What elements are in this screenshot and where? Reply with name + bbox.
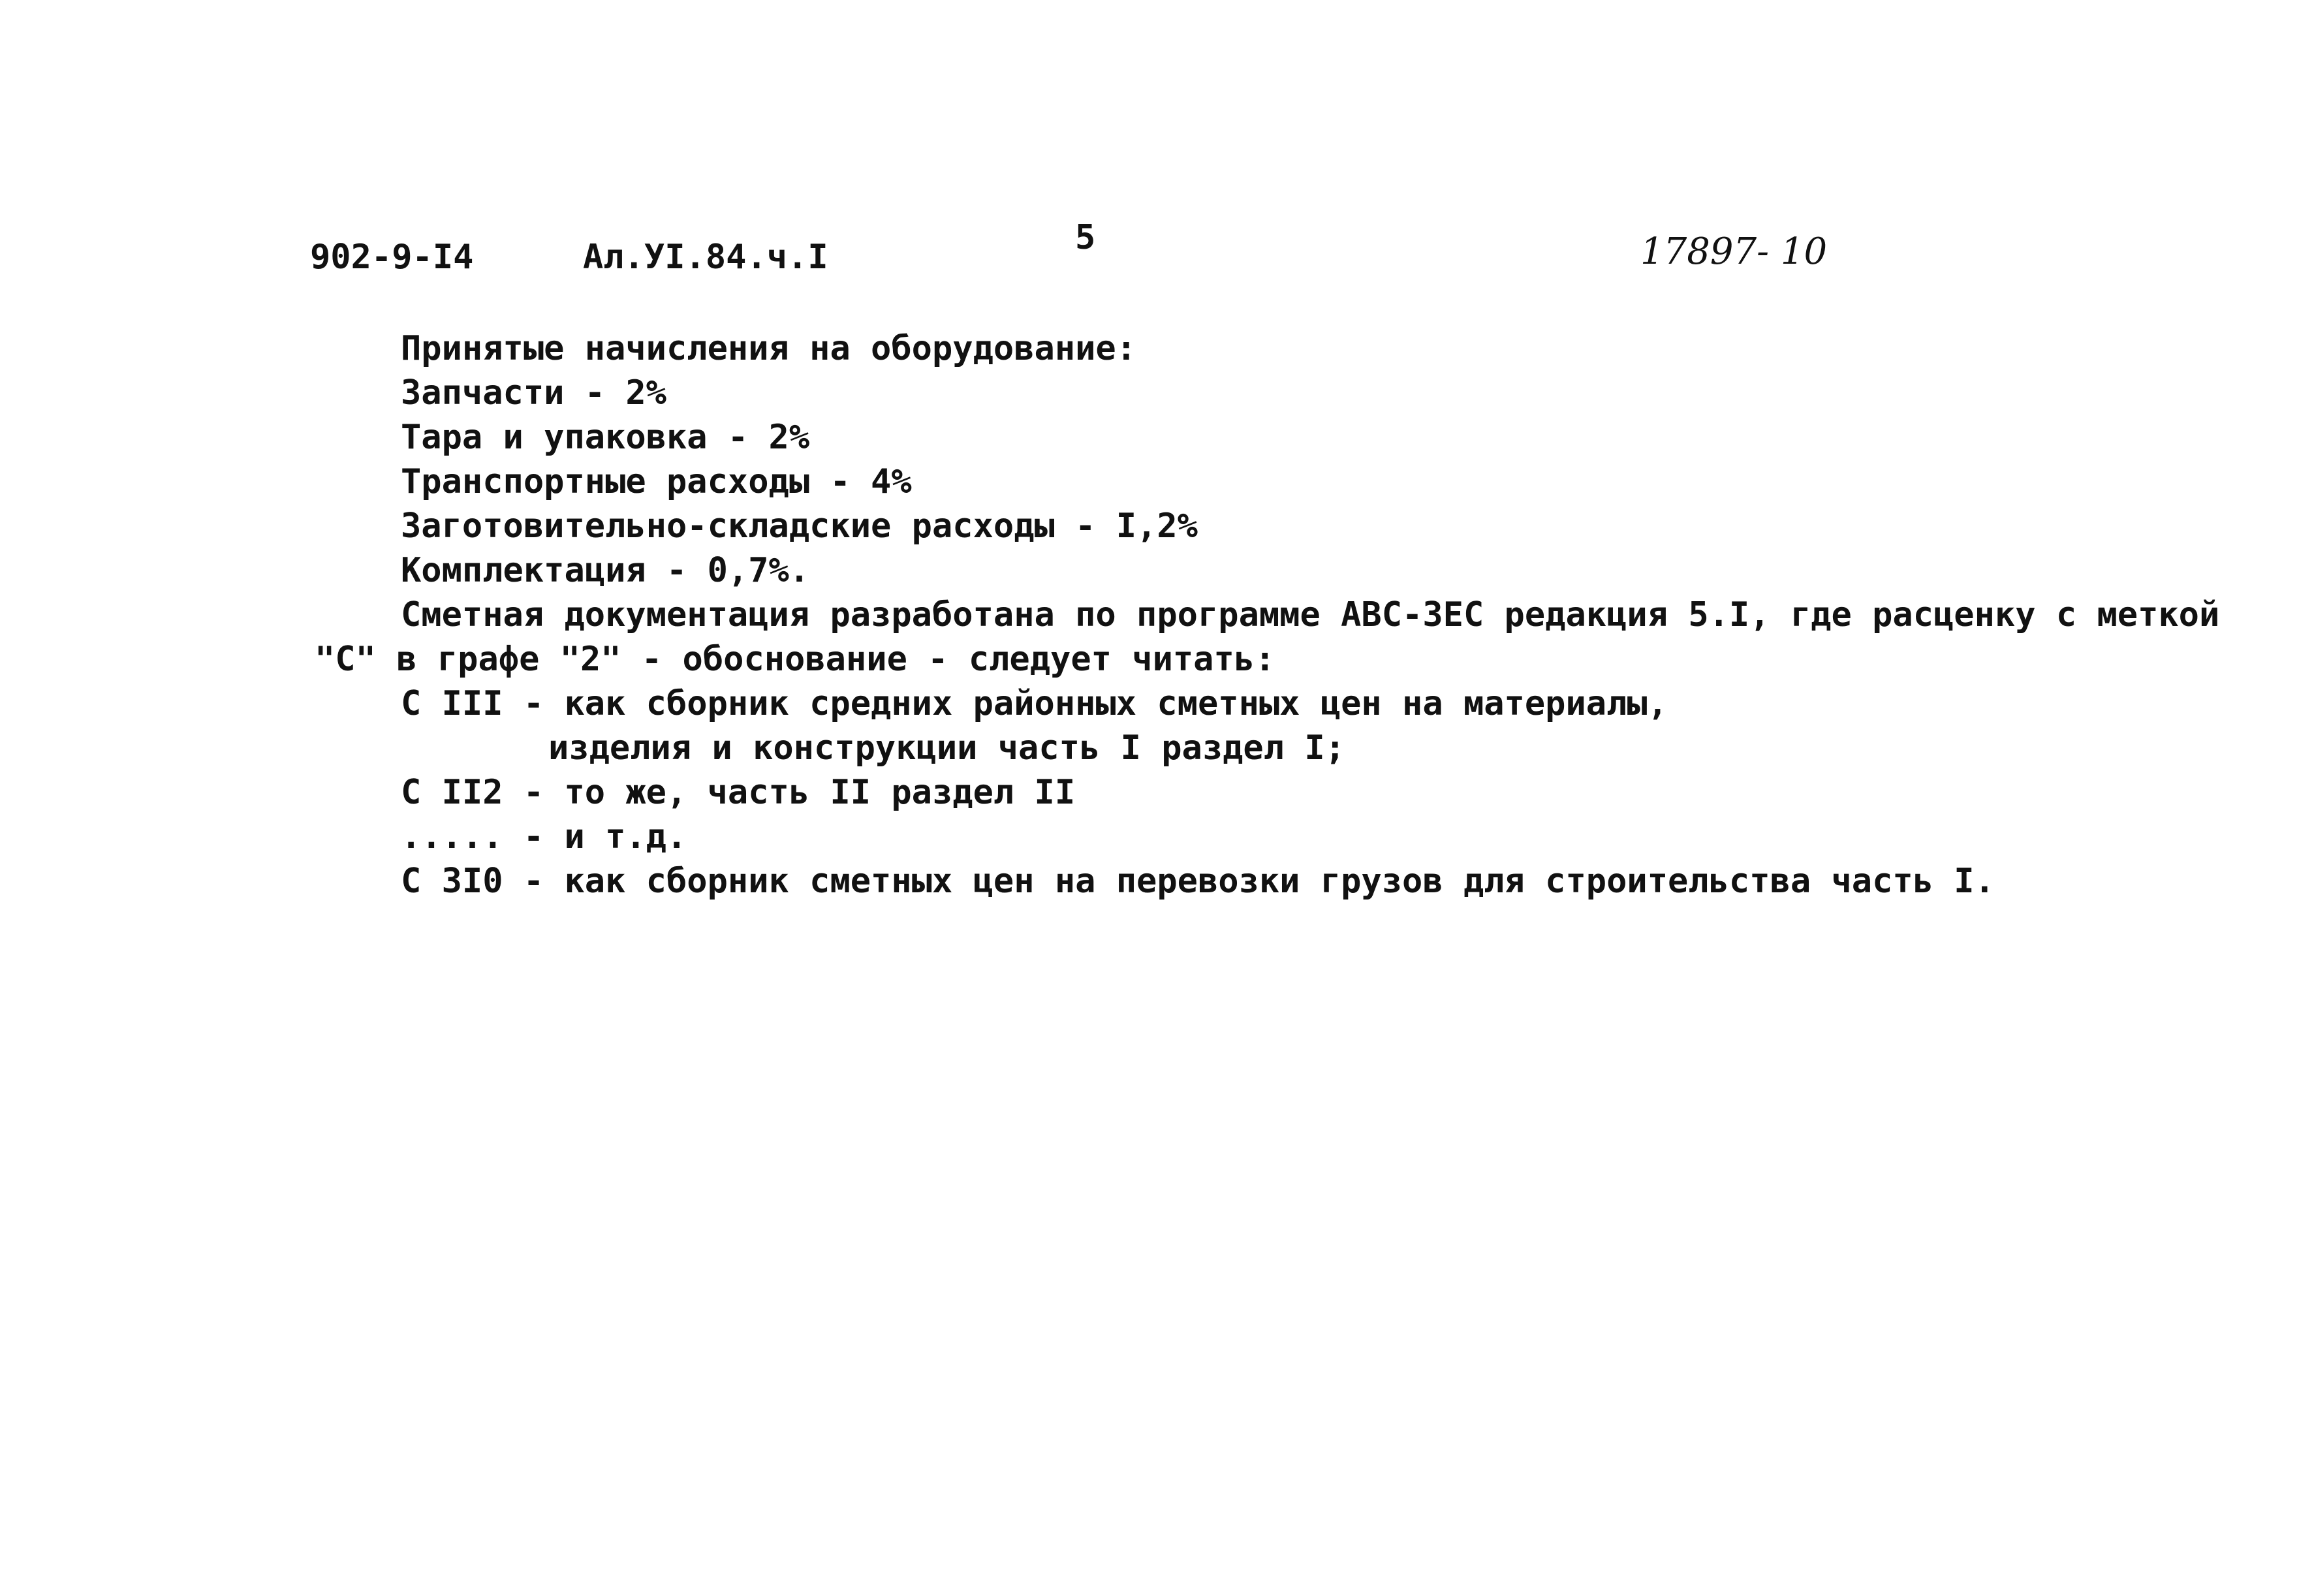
body-line: изделия и конструкции часть I раздел I; xyxy=(548,728,1345,768)
body-line: С 3I0 - как сборник сметных цен на перевозки грузов для строительства часть I. xyxy=(401,862,1995,901)
body-line: С III - как сборник средних районных сметных цен на материалы, xyxy=(401,684,1668,723)
page-number: 5 xyxy=(1075,218,1096,257)
body-line: Тара и упаковка - 2% xyxy=(401,418,810,457)
body-line: Заготовительно-складские расходы - I,2% xyxy=(401,507,1198,546)
inventory-number: 17897- 10 xyxy=(1640,230,1828,273)
body-line: Принятые начисления на оборудование: xyxy=(401,329,1137,368)
body-line: ..... - и т.д. xyxy=(401,817,687,856)
document-code: 902-9-I4 xyxy=(310,238,474,277)
body-line: Комплектация - 0,7%. xyxy=(401,551,810,590)
body-line: Запчасти - 2% xyxy=(401,373,666,413)
body-line: Транспортные расходы - 4% xyxy=(401,462,912,501)
album-reference: Ал.УI.84.ч.I xyxy=(583,238,828,277)
body-line: Сметная документация разработана по программе АВС-3ЕС редакция 5.I, где расценку с меткой xyxy=(401,595,2220,634)
body-line: С II2 - то же, часть II раздел II xyxy=(401,773,1076,812)
body-line: "С" в графе "2" - обоснование - следует читать: xyxy=(315,640,1275,679)
